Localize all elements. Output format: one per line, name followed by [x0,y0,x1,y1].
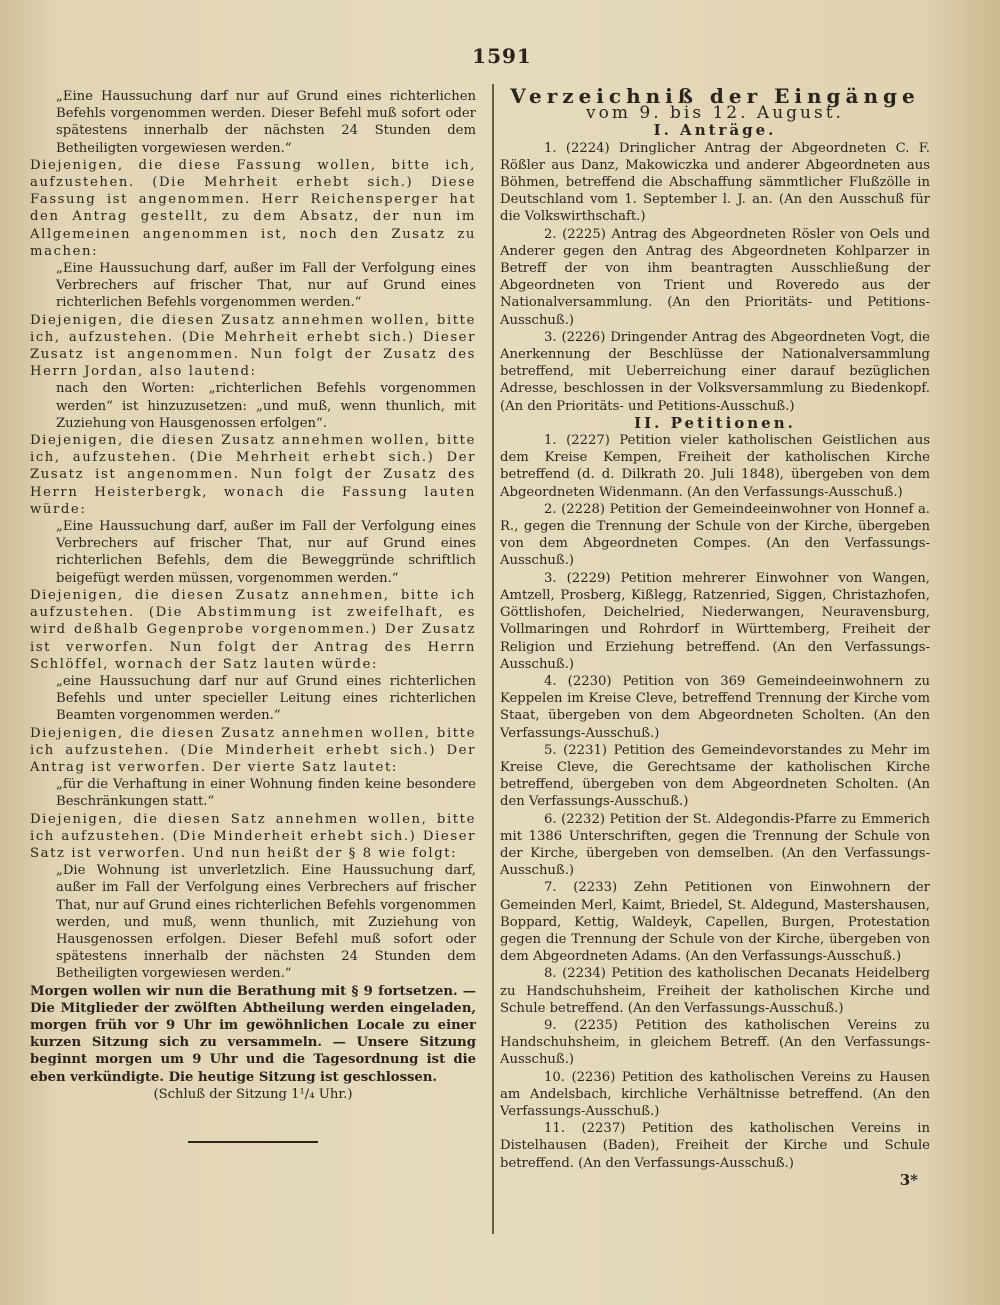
paragraph: Diejenigen, die diesen Satz annehmen wollen, bitte ich aufzustehen. (Die Minderheit erhebt sich.) Dieser Satz ist verworfen. Und nun heißt der § 8 wie folgt: [30,811,476,861]
paragraph: Morgen wollen wir nun die Berathung mit § 9 fortsetzen. — Die Mitglieder der zwölften Abtheilung werden eingeladen, morgen früh vor 9 Uhr im gewöhnlichen Locale zu einer kurzen Sitzung sich zu versammeln. — Unsere Sitzung beginnt morgen um 9 Uhr und die Tagesordnung ist die eben verkündigte. Die heutige Sitzung ist geschlossen. [30,983,476,1085]
antraege-list [500,140,930,415]
register-title: Verzeichniß der Eingänge [510,84,920,108]
paragraph: Diejenigen, die diese Fassung wollen, bitte ich, aufzustehen. (Die Mehrheit erhebt sich.) Diese Fassung ist angenommen. Herr Reichensperger hat den Antrag gestellt, zu dem Absatz, der nun im Allgemeinen angenommen ist, noch den Zusatz zu machen: [30,157,476,259]
list-item: 2. (2228) Petition der Gemeindeeinwohner von Honnef a. R., gegen die Trennung der Schule von der Kirche, übergeben von dem Abgeordneten Compes. (An den Verfassungs-Ausschuß.) [500,501,930,569]
paragraph: Diejenigen, die diesen Zusatz annehmen wollen, bitte ich aufzustehen. (Die Minderheit erhebt sich.) Der Antrag ist verworfen. Der vierte Satz lautet: [30,725,476,775]
list-item: 1. (2227) Petition vieler katholischen Geistlichen aus dem Kreise Kempen, Freiheit der katholischen Kirche betreffend (d. d. Dilkrath 20. Juli 1848), übergeben von dem Abgeordneten Widenmann. (An den Verfassungs-Ausschuß.) [500,433,930,500]
paragraph: Diejenigen, die diesen Zusatz annehmen wollen, bitte ich, aufzustehen. (Die Mehrheit erhebt sich.) Der Zusatz ist angenommen. Nun folgt der Zusatz des Herrn Heisterbergk, wonach die Fassung lauten würde: [30,433,476,517]
list-item: 7. (2233) Zehn Petitionen von Einwohnern der Gemeinden Merl, Kaimt, Briedel, St. Aldegund, Mastershausen, Boppard, Kettig, Waldeyk, Capellen, Burgen, Protestation gegen die Trennung der Schule von der Kirche, übergeben von dem Abgeordneten Adams. (An den Verfassungs-Ausschuß.) [500,880,930,965]
list-item: 1. (2224) Dringlicher Antrag der Abgeordneten C. F. Rößler aus Danz, Makowiczka und anderer Abgeordneten aus Böhmen, betreffend die Abschaffung sämmtlicher Flußzölle in Deutschland vom 1. September l. J. an. (An den Ausschuß für die Volkswirthschaft.) [500,140,930,225]
quoted-text: „für die Verhaftung in einer Wohnung finden keine besondere Beschränkungen statt.“ [56,777,476,810]
quoted-text: „Eine Haussuchung darf, außer im Fall der Verfolgung eines Verbrechers auf frischer That, nur auf Grund eines richterlichen Befehls vorgenommen werden.“ [56,261,476,311]
list-item: 3. (2229) Petition mehrerer Einwohner von Wangen, Amtzell, Prosberg, Kißlegg, Ratzenried, Siggen, Christazhofen, Göttlishofen, Deichelried, Niederwangen, Neuravensburg, Vollmaringen und Rohrdorf in Württemberg, Freiheit der Religion und Erziehung betreffend. (An den Verfassungs-Ausschuß.) [500,570,930,672]
end-rule [188,1141,318,1143]
left-column-text [30,88,476,1086]
list-item: 4. (2230) Petition von 369 Gemeindeeinwohnern zu Keppelen im Kreise Cleve, betreffend Trennung der Kirche vom Staat, übergeben von dem Abgeordneten Scholten. (An den Verfassungs-Ausschuß.) [500,673,930,741]
list-item: 6. (2232) Petition der St. Aldegondis-Pfarre zu Emmerich mit 1386 Unterschriften, gegen die Trennung der Schule von der Kirche, übergeben von demselben. (An den Verfassungs-Ausschuß.) [500,811,930,879]
list-item: 9. (2235) Petition des katholischen Vereins zu Handschuhsheim, in gleichem Betreff. (An den Verfassungs-Ausschuß.) [500,1017,930,1068]
list-item: 2. (2225) Antrag des Abgeordneten Rösler von Oels und Anderer gegen den Antrag des Abgeordneten Kohlparzer in Betreff der von ihm beantragten Ausschließung der Abgeordneten von Trient und Roveredo aus der Nationalversammlung. (An den Prioritäts- und Petitions-Ausschuß.) [500,226,930,328]
paragraph: Diejenigen, die diesen Zusatz annehmen wollen, bitte ich, aufzustehen. (Die Mehrheit erhebt sich.) Dieser Zusatz ist angenommen. Nun folgt der Zusatz des Herrn Jordan, also lautend: [30,312,476,380]
list-item: 8. (2234) Petition des katholischen Decanats Heidelberg zu Handschuhsheim, Freiheit der katholischen Kirche und Schule betreffend. (An den Verfassungs-Ausschuß.) [500,966,930,1016]
section-antraege-heading: I. Anträge. [653,121,777,140]
section-petitionen-heading: II. Petitionen. [634,413,796,432]
register-subtitle: vom 9. bis 12. August. [586,103,844,124]
quoted-text: nach den Worten: „richterlichen Befehls vorgenommen werden“ ist hinzuzusetzen: „und muß, wenn thunlich, mit Zuziehung von Hausgenossen erfolgen“. [56,381,476,431]
quoted-text: „eine Haussuchung darf nur auf Grund eines richterlichen Befehls und unter specieller Leitung eines richterlichen Beamten vorgenommen werden.“ [56,673,476,724]
quoted-text: „Eine Haussuchung darf, außer im Fall der Verfolgung eines Verbrechers auf frischer That, nur auf Grund eines richterlichen Befehls, dem die Beweggründe schriftlich beigefügt werden müssen, vorgenommen werden.“ [56,519,476,586]
paragraph: Diejenigen, die diesen Zusatz annehmen, bitte ich aufzustehen. (Die Abstimmung ist zweifelhaft, es wird deßhalb Gegenprobe vorgenommen.) Der Zusatz ist verworfen. Nun folgt der Antrag des Herrn Schlöffel, wornach der Satz lauten würde: [30,587,476,672]
quoted-text: „Eine Haussuchung darf nur auf Grund eines richterlichen Befehls vorgenommen werden. Dieser Befehl muß sofort oder spätestens innerhalb der nächsten 24 Stunden dem Betheiligten vorgewiesen werden.“ [56,89,476,156]
petitionen-list [500,432,930,1172]
column-divider [492,84,494,1234]
page-number: 1591 [472,44,532,68]
list-item: 3. (2226) Dringender Antrag des Abgeordneten Vogt, die Anerkennung der Beschlüsse der Nationalversammlung betreffend, mit Ueberreichung einer darauf bezüglichen Adresse, beschlossen in der Volksversammlung zu Biedenkopf. (An den Prioritäts- und Petitions-Ausschuß.) [500,329,930,414]
list-item: 5. (2231) Petition des Gemeindevorstandes zu Mehr im Kreise Cleve, die Gerechtsame der katholischen Kirche betreffend, übergeben von dem Abgeordneten Scholten. (An den Verfassungs-Ausschuß.) [500,742,930,810]
list-item: 11. (2237) Petition des katholischen Vereins in Distelhausen (Baden), Freiheit der Kirche und Schule betreffend. (An den Verfassungs-Ausschuß.) [500,1121,930,1171]
left-column [30,88,476,1143]
quoted-text: „Die Wohnung ist unverletzlich. Eine Haussuchung darf, außer im Fall der Verfolgung eines Verbrechers auf frischer That, nur auf Grund eines richterlichen Befehls vorgenommen werden, und muß, wenn thunlich, mit Zuziehung von Hausgenossen erfolgen. Dieser Befehl muß sofort oder spätestens innerhalb der nächsten 24 Stunden dem Betheiligten vorgewiesen werden.“ [56,863,476,982]
right-column [500,84,930,1189]
list-item: 10. (2236) Petition des katholischen Vereins zu Hausen am Andelsbach, kirchliche Verhältnisse betreffend. (An den Verfassungs-Ausschuß.) [500,1069,930,1119]
closing-line: (Schluß der Sitzung 1¹/₄ Uhr.) [153,1086,353,1102]
signature-mark: 3* [899,1170,918,1189]
